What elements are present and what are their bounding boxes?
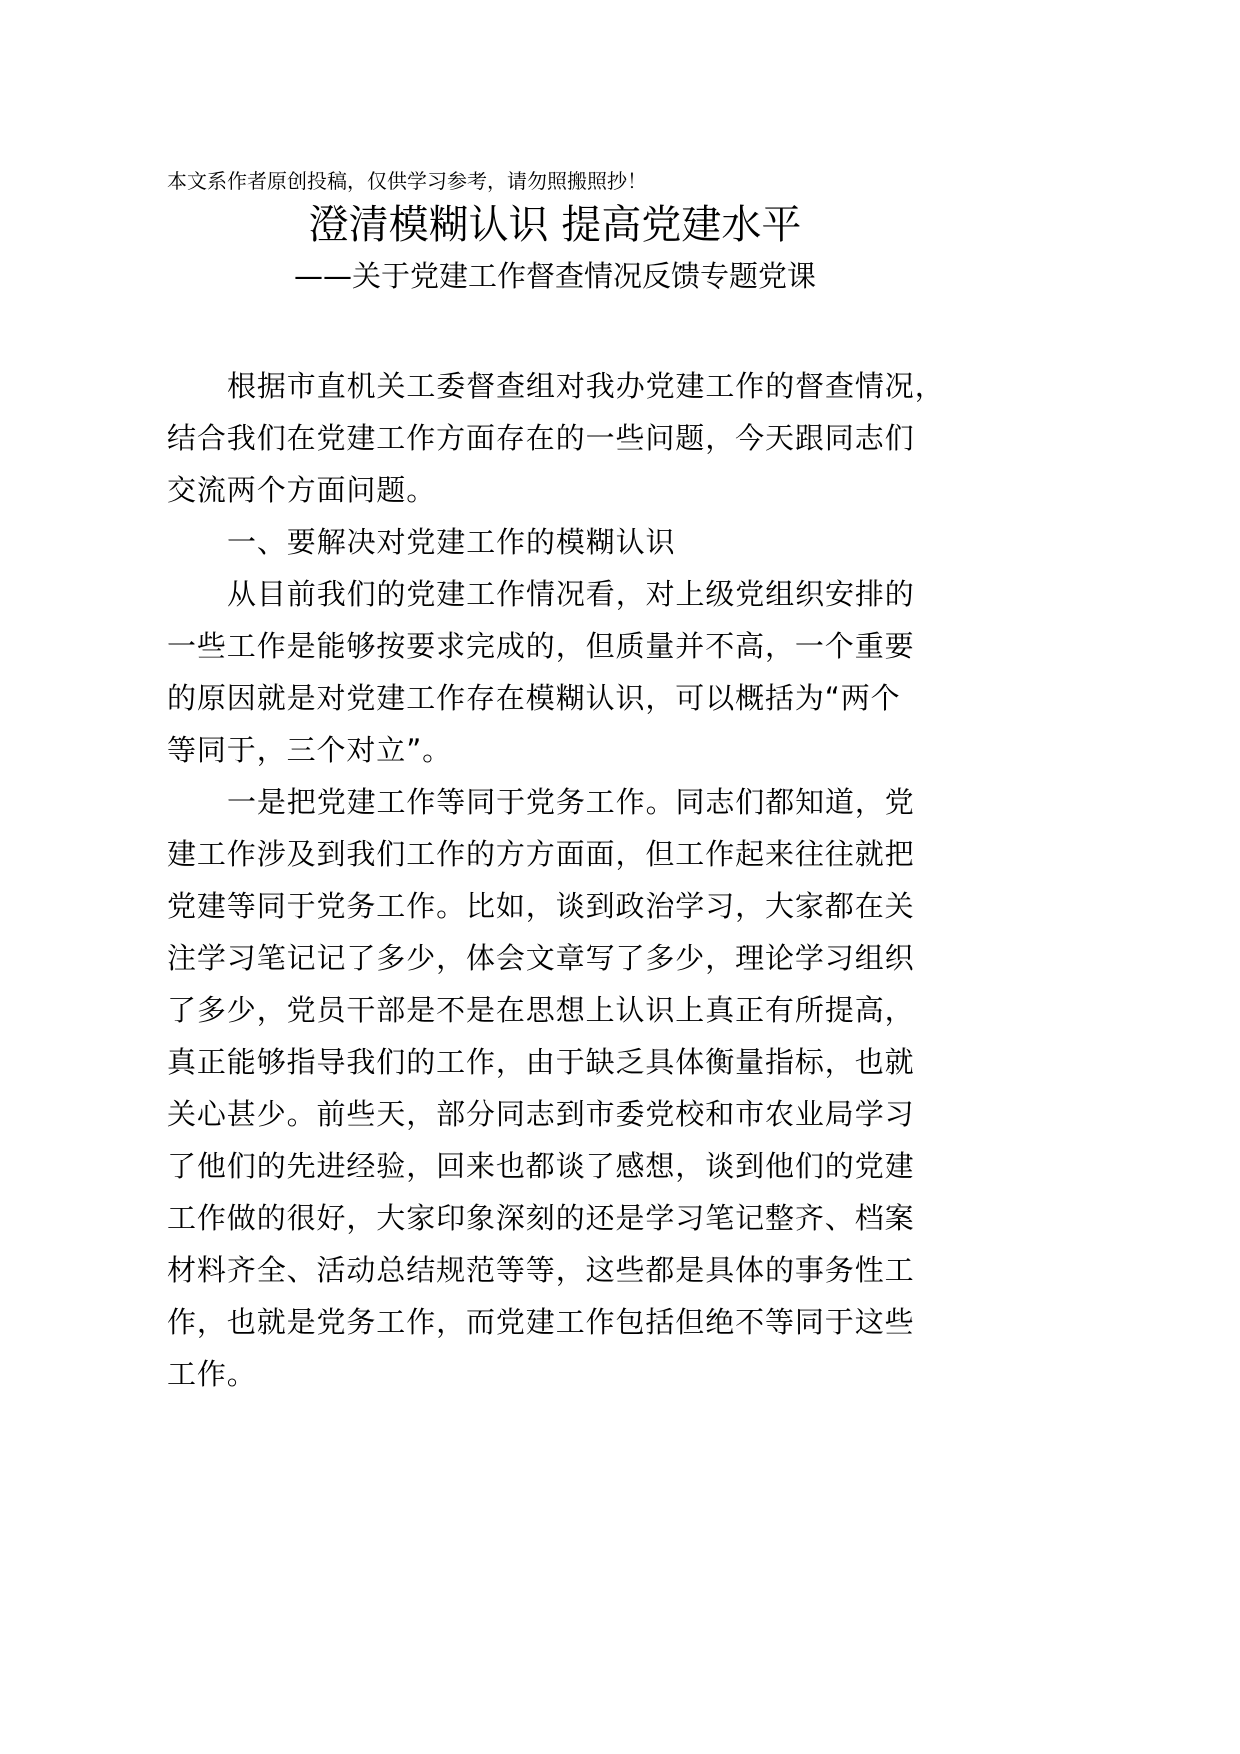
text-line: 党建等同于党务工作。比如，谈到政治学习，大家都在关 xyxy=(167,889,915,923)
text-line: 交流两个方面问题。 xyxy=(167,473,437,507)
text-line: 一些工作是能够按要求完成的，但质量并不高，一个重要 xyxy=(167,629,915,663)
document-body xyxy=(167,360,947,1400)
text-line: 工作。 xyxy=(167,1357,257,1391)
text-line: 的原因就是对党建工作存在模糊认识，可以概括为“两个 xyxy=(167,681,901,715)
text-line: 真正能够指导我们的工作，由于缺乏具体衡量指标，也就 xyxy=(167,1045,915,1079)
paragraph-overview xyxy=(167,568,947,776)
text-line: 工作做的很好，大家印象深刻的还是学习笔记整齐、档案 xyxy=(167,1201,915,1235)
text-line: 材料齐全、活动总结规范等等，这些都是具体的事务性工 xyxy=(167,1253,915,1287)
section-heading-1 xyxy=(167,516,947,568)
text-line: 等同于，三个对立”。 xyxy=(167,733,453,767)
text-line: 建工作涉及到我们工作的方方面面，但工作起来往往就把 xyxy=(167,837,915,871)
document-subtitle: ——关于党建工作督查情况反馈专题党课 xyxy=(293,259,816,293)
text-line: 作，也就是党务工作，而党建工作包括但绝不等同于这些 xyxy=(167,1305,915,1339)
text-line: 根据市直机关工委督查组对我办党建工作的督查情况， xyxy=(227,369,945,403)
copyright-notice: 本文系作者原创投稿，仅供学习参考，请勿照搬照抄！ xyxy=(167,169,647,193)
text-line: 结合我们在党建工作方面存在的一些问题，今天跟同志们 xyxy=(167,421,915,455)
text-line: 从目前我们的党建工作情况看，对上级党组织安排的 xyxy=(227,577,915,611)
paragraph-intro xyxy=(167,360,947,516)
document-title: 澄清模糊认识 提高党建水平 xyxy=(308,202,802,248)
text-line: 注学习笔记记了多少，体会文章写了多少，理论学习组织 xyxy=(167,941,915,975)
text-line: 一是把党建工作等同于党务工作。同志们都知道，党 xyxy=(227,785,915,819)
paragraph-point-one xyxy=(167,776,947,1400)
text-line: 了多少，党员干部是不是在思想上认识上真正有所提高， xyxy=(167,993,915,1027)
text-line: 了他们的先进经验，回来也都谈了感想，谈到他们的党建 xyxy=(167,1149,915,1183)
heading-text: 一、要解决对党建工作的模糊认识 xyxy=(227,525,676,559)
text-line: 关心甚少。前些天，部分同志到市委党校和市农业局学习 xyxy=(167,1097,915,1131)
